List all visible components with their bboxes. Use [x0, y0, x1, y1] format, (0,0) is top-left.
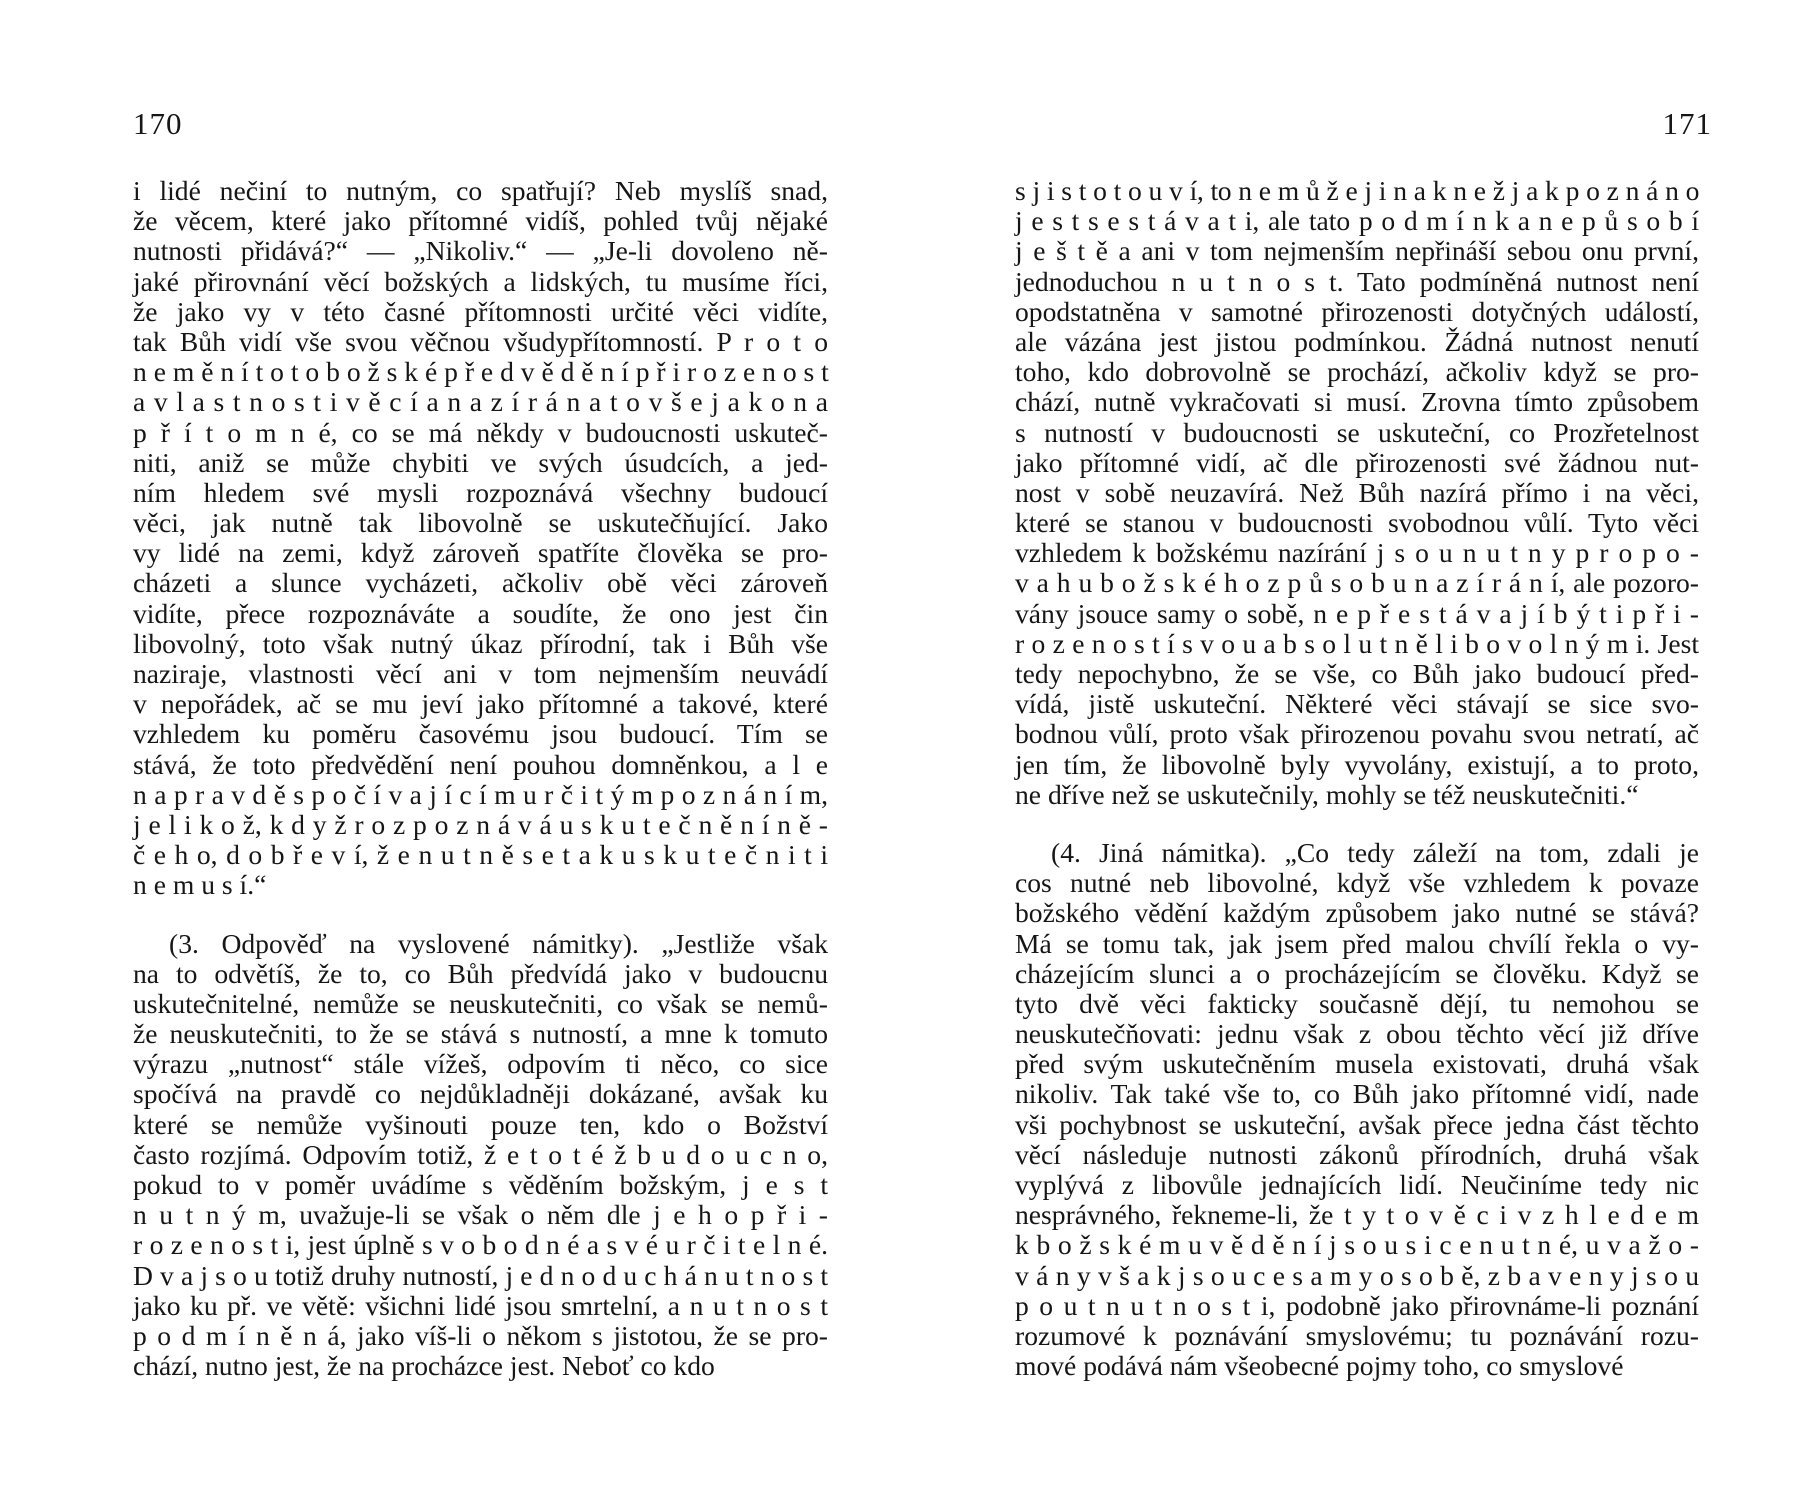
text-line: r o z e n o s t i, jest úplně s v o b o d n é a s v é u r č i t e l n é.: [133, 1229, 828, 1261]
right-text-block: [1015, 176, 1699, 1381]
text-line: ale vázána jest jistou podmínkou. Žádná nutnost nenutí: [1015, 325, 1699, 357]
text-line: mové podává nám všeobecné pojmy toho, co smyslové: [1015, 1350, 1624, 1382]
text-line: niti, aniž se může chybiti ve svých úsudcích, a jed-: [133, 446, 828, 478]
text-line: (3. Odpověď na vyslovené námitky). „Jestliže však: [169, 927, 828, 959]
text-line: že neuskutečniti, to že se stává s nutností, a mne k tomuto: [133, 1018, 828, 1050]
text-line: tedy nepochybno, že se vše, co Bůh jako budoucí před-: [1015, 658, 1699, 689]
text-line: vzhledem k božskému nazírání j s o u n u t n y p r o p o -: [1015, 537, 1699, 569]
text-line: chází, nutno jest, že na procházce jest. Neboť co kdo: [133, 1350, 715, 1382]
text-line: p o d m í n ě n á, jako víš-li o někom s jistotou, že se pro-: [133, 1319, 828, 1351]
text-line: n e m ě n í t o t o b o ž s k é p ř e d v ě d ě n í p ř i r o z e n o s t: [133, 356, 829, 388]
text-line: ním hledem své mysli rozpoznává všechny budoucí: [133, 476, 828, 508]
text-line: stává, že toto předvědění není pouhou domněnkou, a l e: [133, 748, 828, 780]
text-line: uskutečnitelné, nemůže se neuskutečniti, co však se nemů-: [133, 987, 828, 1019]
text-line: n u t n ý m, uvažuje-li se však o něm dle j e h o p ř i -: [133, 1199, 828, 1231]
text-line: tyto dvě věci fakticky současně dějí, tu nemohou se: [1015, 987, 1699, 1019]
text-line: jako ku př. ve větě: všichni lidé jsou smrtelní, a n u t n o s t: [133, 1289, 828, 1321]
text-line: n e m u s í.“: [133, 869, 267, 901]
text-line: p o u t n u t n o s t i, podobně jako přirovnáme-li poznání: [1015, 1289, 1699, 1321]
text-line: D v a j s o u totiž druhy nutností, j e d n o d u c h á n u t n o s t: [133, 1259, 828, 1291]
text-line: toho, kdo dobrovolně se prochází, ačkoliv když se pro-: [1015, 356, 1699, 388]
text-line: i lidé nečiní to nutným, co spatřují? Neb myslíš snad,: [133, 175, 828, 206]
text-line: libovolný, toto však nutný úkaz přírodní, tak i Bůh vše: [133, 627, 828, 659]
text-line: že věcem, které jako přítomné vidíš, pohled tvůj nějaké: [133, 205, 828, 237]
text-line: jaké přirovnání věcí božských a lidských, tu musíme říci,: [133, 265, 828, 297]
text-line: č e h o, d o b ř e v í, ž e n u t n ě s e t a k u s k u t e č n i t i: [133, 839, 828, 871]
text-line: s j i s t o t o u v í, to n e m ů ž e j i n a k n e ž j a k p o z n á n o: [1015, 175, 1699, 206]
text-line: opodstatněna v samotné přirozenosti dotyčných událostí,: [1015, 295, 1699, 327]
text-line: jednoduchou n u t n o s t. Tato podmíněná nutnost není: [1015, 265, 1699, 297]
text-line: vši pochybnost se uskuteční, avšak přece jedna část těchto: [1015, 1108, 1699, 1140]
text-line: že jako vy v této časné přítomnosti určité věci vidíte,: [133, 295, 828, 327]
text-line: v nepořádek, ač se mu jeví jako přítomné a takové, které: [133, 688, 828, 720]
text-line: nutnosti přidává?“ — „Nikoliv.“ — „Je-li dovoleno ně-: [133, 235, 828, 267]
text-line: věci, jak nutně tak libovolně se uskutečňující. Jako: [133, 507, 828, 539]
text-line: naziraje, vlastnosti věcí ani v tom nejmenším neuvádí: [133, 658, 828, 689]
text-line: (4. Jiná námitka). „Co tedy záleží na tom, zdali je: [1051, 836, 1699, 868]
left-text-block: [133, 176, 828, 1381]
text-line: j e š t ě a ani v tom nejmenším nepřináší sebou onu první,: [1015, 235, 1699, 267]
text-line: a v l a s t n o s t i v ě c í a n a z í r á n a t o v š e j a k o n a: [133, 386, 828, 418]
text-line: které se nemůže vyšinouti pouze ten, kdo o Božství: [133, 1108, 828, 1140]
text-line: vy lidé na zemi, když zároveň spatříte člověka se pro-: [133, 537, 828, 569]
paragraph-gap: [1015, 810, 1699, 838]
text-line: v á n y v š a k j s o u c e s a m y o s o b ě, z b a v e n y j s o u: [1015, 1259, 1699, 1291]
text-line: j e l i k o ž, k d y ž r o z p o z n á v á u s k u t e č n ě n í n ě -: [133, 808, 828, 840]
paragraph: [133, 929, 828, 1382]
text-line: často rozjímá. Odpovím totiž, ž e t o t é ž b u d o u c n o,: [133, 1138, 828, 1170]
text-line: v a h u b o ž s k é h o z p ů s o b u n a z í r á n í, ale pozoro-: [1015, 567, 1699, 599]
text-line: nikoliv. Tak také vše to, co Bůh jako přítomné vidí, nade: [1015, 1078, 1699, 1110]
text-line: jako přítomné vidí, ač dle přirozenosti své žádnou nut-: [1015, 446, 1699, 478]
text-line: neuskutečňovati: jednu však z obou těchto věcí již dříve: [1015, 1018, 1699, 1050]
text-line: jen tím, že libovolně byly vyvolány, existují, a to proto,: [1015, 748, 1699, 780]
text-line: před svým uskutečněním musela existovati, druhá však: [1015, 1048, 1699, 1080]
text-line: r o z e n o s t í s v o u a b s o l u t n ě l i b o v o l n ý m i. Jest: [1015, 627, 1699, 659]
text-line: věcí následuje nutnosti zákonů přírodních, druhá však: [1015, 1138, 1699, 1170]
text-line: vyplývá z libovůle jednajících lidí. Neučiníme tedy nic: [1015, 1169, 1699, 1200]
text-line: k b o ž s k é m u v ě d ě n í j s o u s i c e n u t n é, u v a ž o -: [1015, 1229, 1699, 1261]
text-line: na to odvětíš, že to, co Bůh předvídá jako v budoucnu: [133, 957, 828, 989]
page-number-left: 170: [133, 106, 183, 141]
right-page: [910, 0, 1820, 1500]
text-line: chází, nutně vykračovati si musí. Zrovna tímto způsobem: [1015, 386, 1699, 418]
text-line: vzhledem ku poměru časovému jsou budoucí. Tím se: [133, 718, 828, 750]
text-line: božského vědění každým způsobem jako nutné se stává?: [1015, 897, 1699, 929]
text-line: vídá, jistě uskuteční. Některé věci stávají se sice svo-: [1015, 688, 1699, 720]
text-line: spočívá na pravdě co nejdůkladněji dokázané, avšak ku: [133, 1078, 828, 1110]
text-line: cos nutné neb libovolné, když vše vzhledem k povaze: [1015, 867, 1699, 899]
text-line: výrazu „nutnost“ stále vížeš, odpovím ti něco, co sice: [133, 1048, 828, 1080]
text-line: cházeti a slunce vycházeti, ačkoliv obě věci zároveň: [133, 567, 828, 599]
text-line: j e s t s e s t á v a t i, ale tato p o d m í n k a n e p ů s o b í: [1015, 205, 1699, 237]
text-line: nesprávného, řekneme-li, že t y t o v ě c i v z h l e d e m: [1015, 1199, 1699, 1231]
text-line: cházejícím slunci a o procházejícím se člověku. Když se: [1015, 957, 1699, 989]
text-line: vány jsouce samy o sobě, n e p ř e s t á v a j í b ý t i p ř i -: [1015, 597, 1699, 629]
text-line: pokud to v poměr uvádíme s věděním božským, j e s t: [133, 1169, 828, 1200]
text-line: s nutností v budoucnosti se uskuteční, co Prozřetelnost: [1015, 416, 1699, 448]
paragraph: [1015, 838, 1699, 1381]
paragraph: [133, 176, 828, 901]
page-number-right: 171: [1662, 106, 1712, 141]
text-line: Má se tomu tak, jak jsem před malou chvílí řekla o vy-: [1015, 927, 1699, 959]
text-line: bodnou vůlí, proto však přirozenou povahu svou netratí, ač: [1015, 718, 1699, 750]
text-line: které se stanou v budoucnosti svobodnou vůlí. Tyto věci: [1015, 507, 1699, 539]
text-line: vidíte, přece rozpoznáváte a soudíte, že ono jest čin: [133, 597, 828, 629]
text-line: p ř í t o m n é, co se má někdy v budoucnosti uskuteč-: [133, 416, 828, 448]
text-line: tak Bůh vidí vše svou věčnou všudypřítomností. P r o t o: [133, 325, 828, 357]
paragraph: [1015, 176, 1699, 810]
text-line: nost v sobě neuzavírá. Než Bůh nazírá přímo i na věci,: [1015, 476, 1699, 508]
text-line: ne dříve než se uskutečnily, mohly se též neuskutečniti.“: [1015, 778, 1639, 810]
text-line: n a p r a v d ě s p o č í v a j í c í m u r č i t ý m p o z n á n í m,: [133, 778, 828, 810]
paragraph-gap: [133, 901, 828, 929]
text-line: rozumové k poznávání smyslovému; tu poznávání rozu-: [1015, 1319, 1699, 1351]
